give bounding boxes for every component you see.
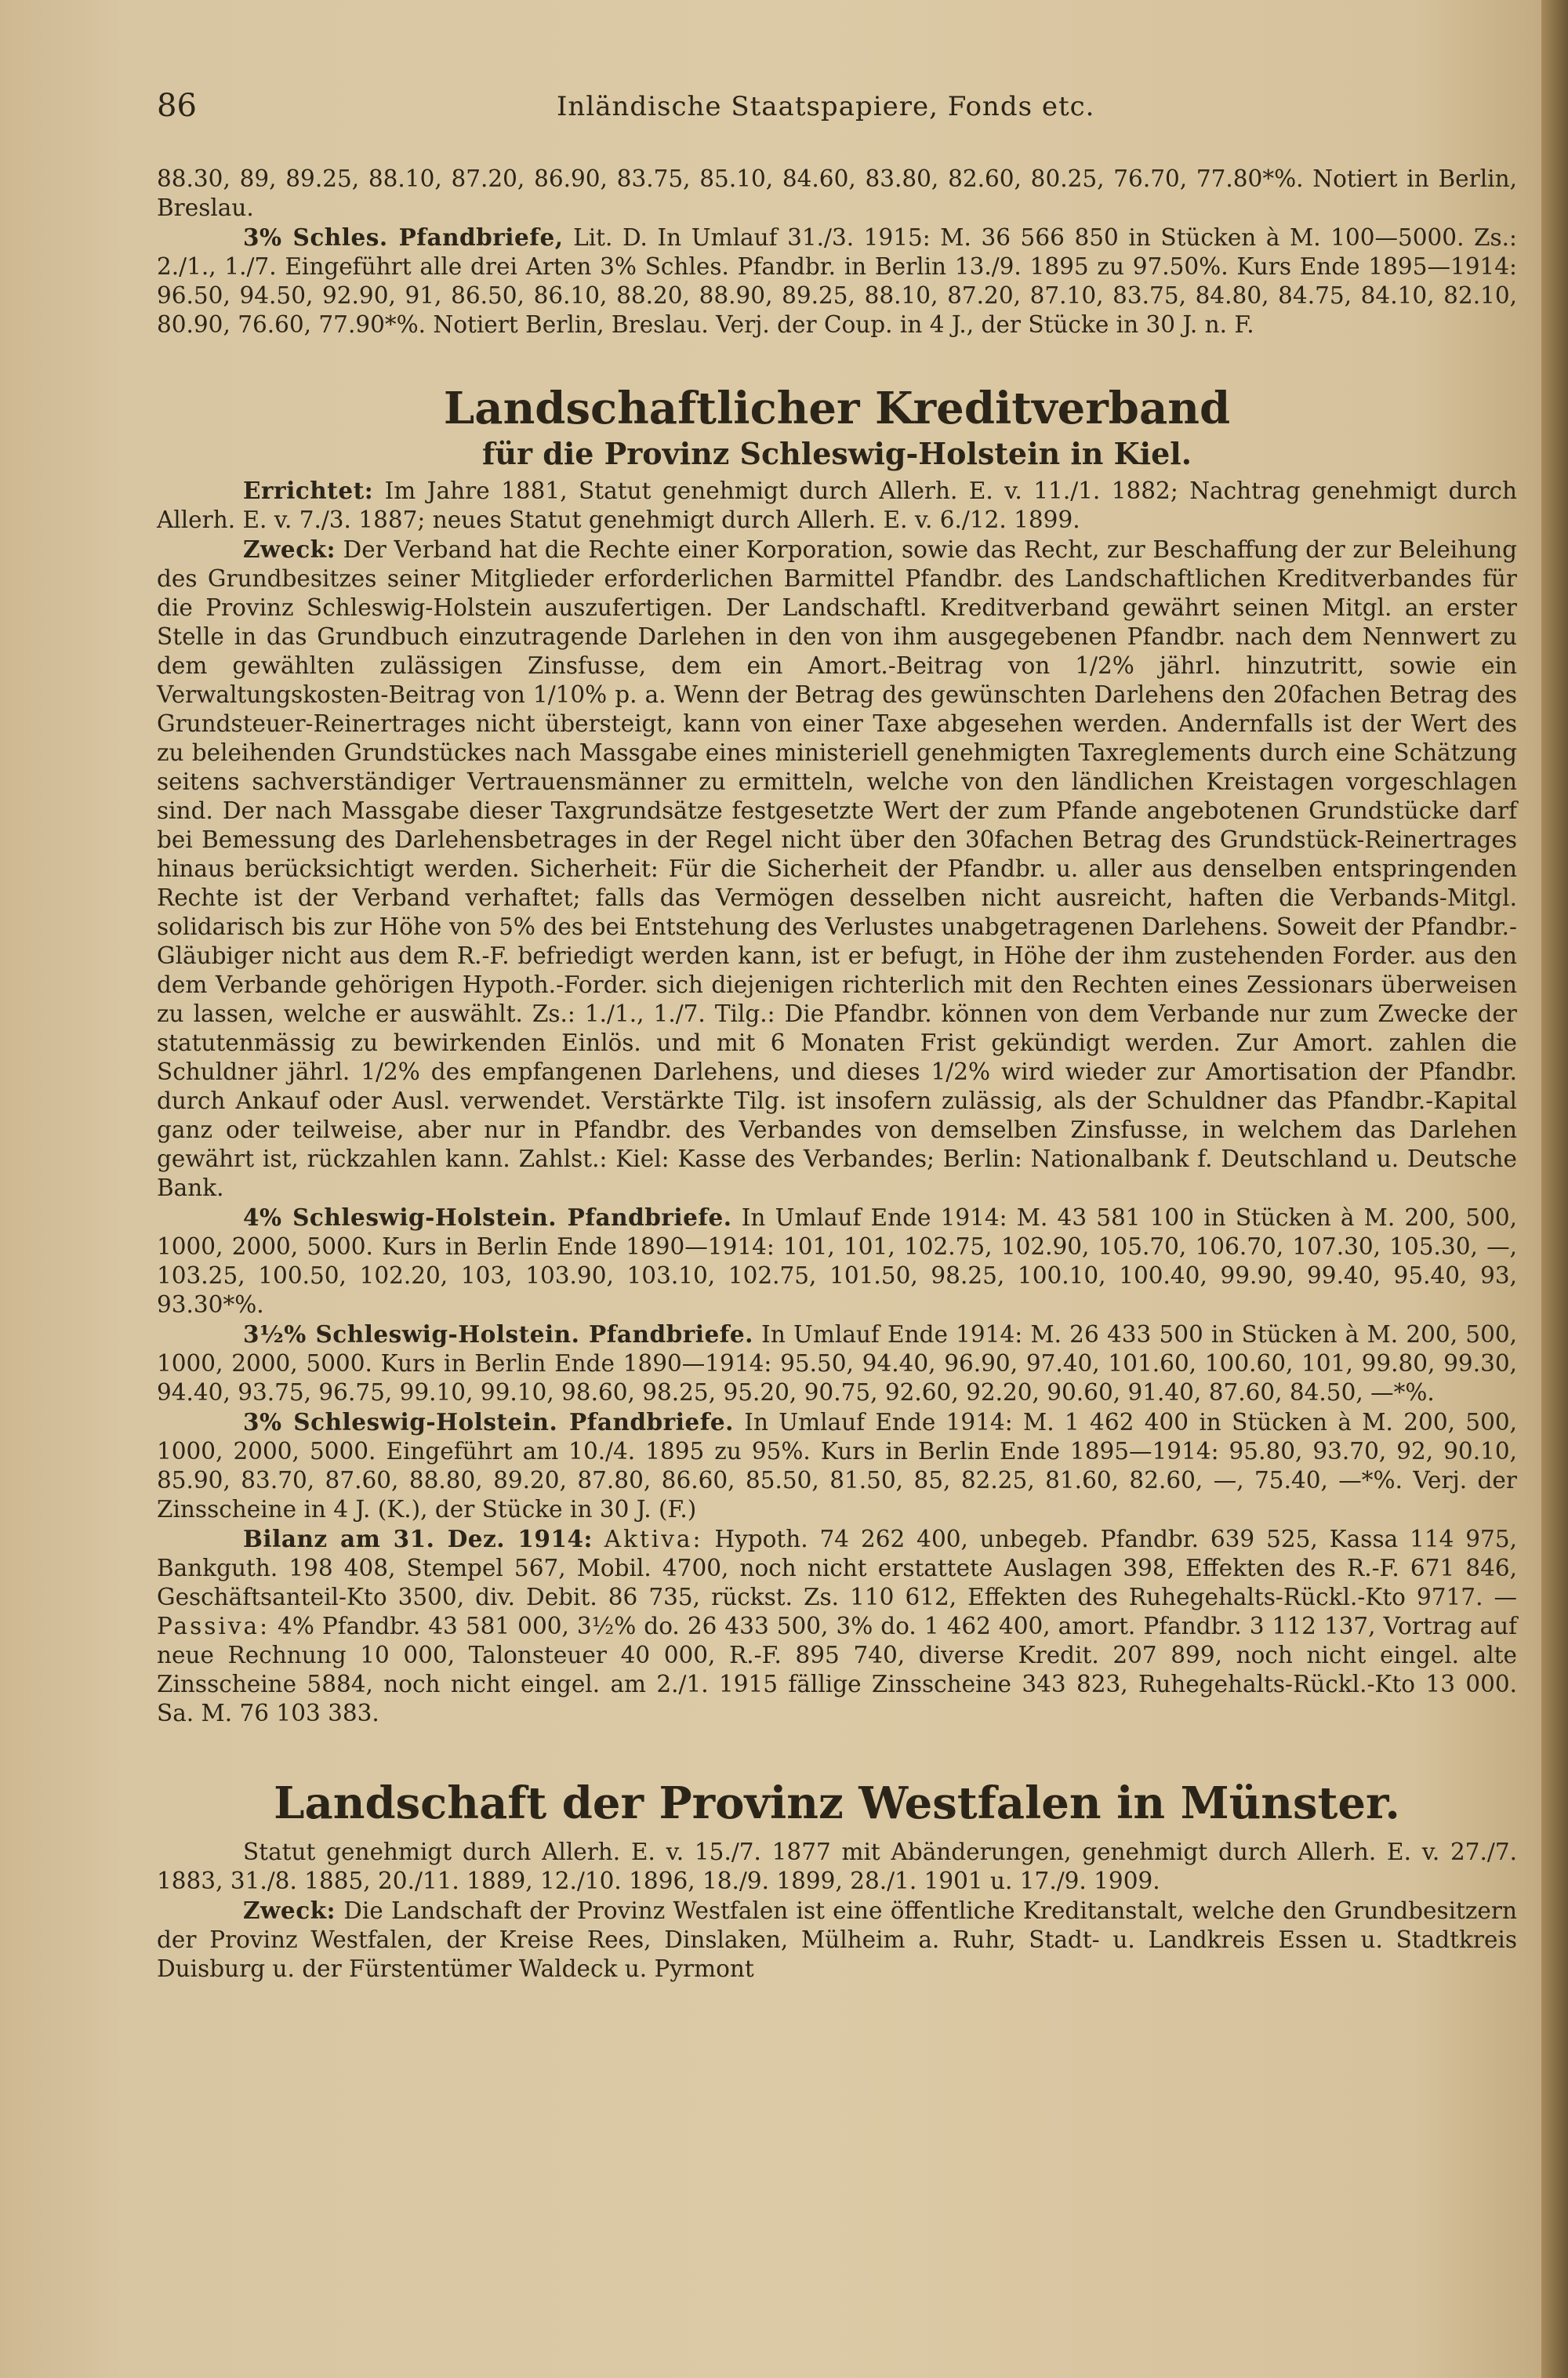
- statut-paragraph: Statut genehmigt durch Allerh. E. v. 15./7. 1877 mit Abänderungen, genehmigt durch Allerh. E. v. 27./7. 1883, 31./8. 1885, 20./11. 1889, 12./10. 1896, 18./9. 1899, 28./1. 1901 u. 17./9. 1909.: [157, 1839, 1517, 1894]
- entry-lead: 4% Schleswig-Holstein. Pfandbriefe.: [243, 1204, 732, 1231]
- paragraph-lead: Zweck:: [243, 536, 336, 563]
- paragraph-text: Im Jahre 1881, Statut genehmigt durch Allerh. E. v. 11./1. 1882; Nachtrag genehmigt durch Allerh. E. v. 7./3. 1887; neues Statut genehmigt durch Allerh. E. v. 6./12. 1899.: [157, 477, 1517, 533]
- entry-text: Lit. D. In Umlauf 31./3. 1915: M. 36 566 850 in Stücken à M. 100—5000. Zs.: 2./1., 1./7. Eingeführt alle drei Arten 3% Schles. Pfandbr. in Berlin 13./9. 1895 zu 97.50%. Kurs Ende 1895—1914: 96.50, 94.50, 92.90, 91, 86.50, 86.10, 88.20, 88.90, 89.25, 88.10, 87.20, 87.10, 83.75, 84.80, 84.75, 84.10, 82.10, 80.90, 76.60, 77.90*%. Notiert Berlin, Breslau. Verj. der Coup. in 4 J., der Stücke in 30 J. n. F.: [157, 224, 1517, 338]
- entry-text: In Umlauf Ende 1914: M. 1 462 400 in Stücken à M. 200, 500, 1000, 2000, 5000. Eingeführt am 10./4. 1895 zu 95%. Kurs in Berlin Ende 1895—1914: 95.80, 93.70, 92, 90.10, 85.90, 83.70, 87.60, 88.80, 89.20, 87.80, 86.60, 85.50, 81.50, 85, 82.25, 81.60, 82.60, —, 75.40, —*%. Verj. der Zinsscheine in 4 J. (K.), der Stücke in 30 J. (F.): [157, 1409, 1517, 1523]
- entry-text: In Umlauf Ende 1914: M. 43 581 100 in Stücken à M. 200, 500, 1000, 2000, 5000. Kurs in Berlin Ende 1890—1914: 101, 101, 102.75, 102.90, 105.70, 106.70, 107.30, 105.30, —, 103.25, 100.50, 102.20, 103, 103.90, 103.10, 102.75, 101.50, 98.25, 100.10, 100.40, 99.90, 99.40, 95.40, 93, 93.30*%.: [157, 1204, 1517, 1318]
- zweck-paragraph-westfalen: [157, 1896, 1517, 1984]
- entry-lead: 3% Schles. Pfandbriefe,: [243, 223, 564, 251]
- bilanz-lead: Bilanz am 31. Dez. 1914:: [243, 1525, 593, 1552]
- aktiva-text: Hypoth. 74 262 400, unbegeb. Pfandbr. 639 525, Kassa 114 975, Bankguth. 198 408, Stempel 567, Mobil. 4700, noch nicht erstattete Auslagen 398, Effekten des R.-F. 671 846, Geschäftsanteil-Kto 3500, div. Debit. 86 735, rückst. Zs. 110 612, Effekten des Ruhegehalts-Rückl.-Kto 9717. —: [157, 1526, 1517, 1610]
- section-title-westfalen: Landschaft der Provinz Westfalen in Münster.: [274, 1777, 1400, 1829]
- zweck-paragraph: [157, 535, 1517, 1203]
- aktiva-label: Aktiva:: [604, 1526, 703, 1552]
- errichtet-paragraph: [157, 476, 1517, 535]
- entry-lead: 3½% Schleswig-Holstein. Pfandbriefe.: [243, 1320, 753, 1348]
- section-subtitle-kreditverband: für die Provinz Schleswig-Holstein in Kiel.: [482, 436, 1192, 471]
- page-number: 86: [157, 88, 197, 124]
- paragraph-lead: Zweck:: [243, 1897, 336, 1924]
- pfandbriefe-4-entry: [157, 1203, 1517, 1320]
- pfandbriefe-3-entry: [157, 1407, 1517, 1524]
- passiva-text: 4% Pfandbr. 43 581 000, 3½% do. 26 433 500, 3% do. 1 462 400, amort. Pfandbr. 3 112 137, Vortrag auf neue Rechnung 10 000, Talonsteuer 40 000, R.-F. 895 740, diverse Kredit. 207 899, noch nicht eingel. alte Zinsscheine 5884, noch nicht eingel. am 2./1. 1915 fällige Zinsscheine 343 823, Ruhegehalts-Rückl.-Kto 13 000. Sa. M. 76 103 383.: [157, 1613, 1517, 1726]
- paragraph-text: Der Verband hat die Rechte einer Korporation, sowie das Recht, zur Beschaffung der zur Beleihung des Grundbesitzes seiner Mitglieder erforderlichen Barmittel Pfandbr. des Landschaftlichen Kreditverbandes für die Provinz Schleswig-Holstein auszufertigen. Der Landschaftl. Kreditverband gewährt seinen Mitgl. an erster Stelle in das Grundbuch einzutragende Darlehen in den von ihm ausgegebenen Pfandbr. nach dem Nennwert zu dem gewählten zulässigen Zinsfusse, dem ein Amort.-Beitrag von 1/2% jährl. hinzutritt, sowie ein Verwaltungskosten-Beitrag von 1/10% p. a. Wenn der Betrag des gewünschten Darlehens den 20fachen Betrag des Grundsteuer-Reinertrages nicht übersteigt, kann von einer Taxe abgesehen werden. Andernfalls ist der Wert des zu beleihenden Grundstückes nach Massgabe eines ministeriell genehmigten Taxreglements durch eine Schätzung seitens sachverständiger Vertrauensmänner zu ermitteln, welche von den ländlichen Kreistagen vorgeschlagen sind. Der nach Massgabe dieser Taxgrundsätze festgesetzte Wert der zum Pfande angebotenen Grundstücke darf bei Bemessung des Darlehensbetrages in der Regel nicht über den 30fachen Betrag des Grundstück-Reinertrages hinaus berücksichtigt werden. Sicherheit: Für die Sicherheit der Pfandbr. u. aller aus denselben entspringenden Rechte ist der Verband verhaftet; falls das Vermögen desselben nicht ausreicht, haften die Verbands-Mitgl. solidarisch bis zur Höhe von 5% des bei Entstehung des Verlustes unabgetragenen Darlehens. Soweit der Pfandbr.-Gläubiger nicht aus dem R.-F. befriedigt werden kann, ist er befugt, in Höhe der ihm zustehenden Forder. aus den dem Verbande gehörigen Hypoth.-Forder. sich diejenigen richterlich mit den Rechten eines Zessionars überweisen zu lassen, welche er auswählt. Zs.: 1./1., 1./7. Tilg.: Die Pfandbr. können von dem Verbande nur zum Zwecke der statutenmässig zu bewirkenden Einlös. und mit 6 Monaten Frist gekündigt werden. Zur Amort. zahlen die Schuldner jährl. 1/2% des empfangenen Darlehens, und dieses 1/2% wird wieder zur Amortisation der Pfandbr. durch Ankauf oder Ausl. verwendet. Verstärkte Tilg. ist insofern zulässig, als der Schuldner das Pfandbr.-Kapital ganz oder teilweise, aber nur in Pfandbr. des Verbandes von demselben Zinsfusse, in welchem das Darlehen gewährt ist, rückzahlen kann. Zahlst.: Kiel: Kasse des Verbandes; Berlin: Nationalbank f. Deutschland u. Deutsche Bank.: [157, 536, 1517, 1201]
- running-head: Inländische Staatspapiere, Fonds etc.: [557, 91, 1095, 122]
- entry-text: In Umlauf Ende 1914: M. 26 433 500 in Stücken à M. 200, 500, 1000, 2000, 5000. Kurs in Berlin Ende 1890—1914: 95.50, 94.40, 96.90, 97.40, 101.60, 100.60, 101, 99.80, 99.30, 94.40, 93.75, 96.75, 99.10, 99.10, 98.60, 98.25, 95.20, 90.75, 92.60, 92.20, 90.60, 91.40, 87.60, 84.50, —*%.: [157, 1321, 1517, 1406]
- price-continuation: 88.30, 89, 89.25, 88.10, 87.20, 86.90, 83.75, 85.10, 84.60, 83.80, 82.60, 80.25, 76.70, 77.80*%. Notiert in Berlin, Breslau.: [157, 165, 1517, 221]
- passiva-label: Passiva:: [157, 1613, 270, 1639]
- page-edge-shadow: [1541, 0, 1568, 2378]
- schles-pfandbriefe-entry: [157, 223, 1517, 339]
- page-header: [157, 88, 1490, 135]
- page-body: [157, 165, 1517, 2352]
- paragraph-text: Die Landschaft der Provinz Westfalen ist eine öffentliche Kreditanstalt, welche den Grundbesitzern der Provinz Westfalen, der Kreise Rees, Dinslaken, Mülheim a. Ruhr, Stadt- u. Landkreis Essen u. Stadtkreis Duisburg u. der Fürstentümer Waldeck u. Pyrmont: [157, 1897, 1517, 1982]
- section-title-kreditverband: Landschaftlicher Kreditverband: [443, 383, 1231, 434]
- bilanz-paragraph: [157, 1524, 1517, 1728]
- entry-lead: 3% Schleswig-Holstein. Pfandbriefe.: [243, 1408, 734, 1436]
- paragraph-lead: Errichtet:: [243, 477, 374, 504]
- pfandbriefe-3-5-entry: [157, 1320, 1517, 1407]
